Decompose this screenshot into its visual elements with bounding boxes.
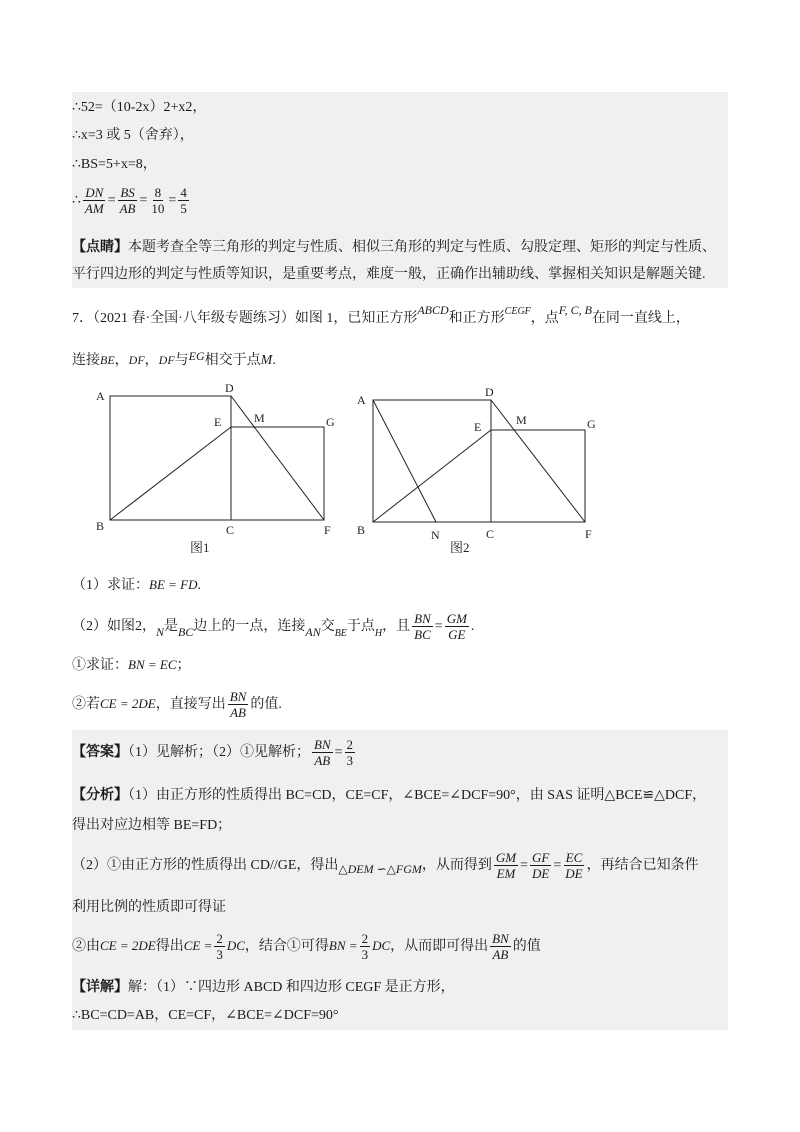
question-1 xyxy=(72,575,201,596)
segment-df-2 xyxy=(491,400,585,522)
eq-sign: = xyxy=(334,745,343,760)
seg-an: AN xyxy=(305,625,321,639)
text: ， xyxy=(114,353,129,368)
fraction-8-10: $\frac{8}{10}$ xyxy=(151,185,165,217)
problem-header-text: 7．（2021 春·全国·八年级专题练习）如图 1，已知正方形 xyxy=(72,311,418,326)
fraction-bn-ab: $\frac{BN}{AB}$ xyxy=(229,689,247,721)
fraction-gm-em: $\frac{GM}{EM}$ xyxy=(495,850,517,882)
fraction-2-3: $\frac{2}{3}$ xyxy=(361,931,369,963)
figure-2 xyxy=(373,400,585,522)
label-g: G xyxy=(326,415,335,429)
square-abcd: ABCD xyxy=(417,303,449,317)
math-bn-ec: BN = EC xyxy=(128,657,177,672)
fig2-caption: 图2 xyxy=(450,540,470,555)
point-n: N xyxy=(156,625,165,639)
text: ①求证： xyxy=(72,658,128,673)
question-2-1 xyxy=(72,655,191,676)
dianjing-line-2: 平行四边形的判定与性质等知识，是重要考点，难度一般，正确作出辅助线、掌握相关知识是解题关键. xyxy=(72,267,706,282)
eq-sign: = xyxy=(168,193,177,208)
analysis-line-3: （2）①由正方形的性质得出 CD//GE，得出△DEM ∽△FGM，从而得到 $\frac{GM}{EM}$ = $\frac{GF}{DE}$ = $\frac{EC}{DE}$ ，再结合已知条件 xyxy=(72,850,699,882)
top-line-4 xyxy=(72,184,191,218)
fraction-bn-ab: $\frac{BN}{AB}$ xyxy=(492,931,509,963)
text: . xyxy=(197,578,201,593)
text: 边上的一点，连接 xyxy=(193,619,306,634)
problem-line-2 xyxy=(72,350,276,371)
label-n: N xyxy=(431,528,440,542)
seg-be: BE xyxy=(334,628,347,639)
detail-line-2: ∴BC=CD=AB，CE=CF，∠BCE=∠DCF=90° xyxy=(72,1008,339,1023)
label-b-2: B xyxy=(357,523,366,537)
point-h: H xyxy=(374,628,383,639)
fraction-bn-ab: $\frac{BN}{AB}$ xyxy=(314,737,331,769)
segment-an xyxy=(373,400,436,522)
label-m-2: M xyxy=(516,413,527,427)
segment-be-2 xyxy=(373,430,491,522)
label-c: C xyxy=(226,523,235,537)
text: ②若 xyxy=(72,697,100,712)
text: ，从而得到 xyxy=(421,858,492,873)
eq-sign: = xyxy=(107,193,116,208)
label-c-2: C xyxy=(486,527,495,541)
label-f: F xyxy=(324,523,331,537)
dianjing-text-1: 本题考查全等三角形的判定与性质、相似三角形的判定与性质、勾股定理、矩形的判定与性质、 xyxy=(128,240,716,255)
text: 的值 xyxy=(512,939,541,954)
answer-label: 【答案】 xyxy=(72,745,128,760)
analysis-text: （1）由正方形的性质得出 BC=CD，CE=CF，∠BCE=∠DCF=90°，由 SAS 证明△BCE≌△DCF， xyxy=(128,788,707,803)
text: 的值. xyxy=(250,697,282,712)
square-cegf-shape-2 xyxy=(491,430,585,522)
segment-be xyxy=(110,427,231,520)
text: ，直接写出 xyxy=(155,697,226,712)
analysis-line-4: 利用比例的性质即可得证 xyxy=(72,900,226,915)
analysis-line-2: 得出对应边相等 BE=FD； xyxy=(72,818,232,833)
label-e: E xyxy=(214,415,222,429)
text: ，再结合已知条件 xyxy=(586,858,699,873)
label-g-2: G xyxy=(587,417,596,431)
text: （1）求证： xyxy=(72,578,149,593)
label-d-2: D xyxy=(485,385,494,399)
square-cegf: CEGF xyxy=(504,306,531,317)
fraction-dn-am: $\frac{DN}{AM}$ xyxy=(84,185,104,217)
seg-bc: BC xyxy=(178,625,194,639)
math-ce-2de: CE = 2DE xyxy=(100,696,156,711)
point-m: M xyxy=(260,353,273,368)
text: ②由 xyxy=(72,939,100,954)
segment-df xyxy=(231,396,324,520)
text: ， xyxy=(144,353,159,368)
text: 得出 xyxy=(155,939,184,954)
text: ，结合①可得 xyxy=(244,939,329,954)
math-dc: DC xyxy=(372,938,391,953)
label-d: D xyxy=(225,382,234,395)
label-m: M xyxy=(254,411,265,425)
fraction-gf-de: $\frac{GF}{DE}$ xyxy=(532,850,550,882)
top-line-2: ∴x=3 或 5（舍弃）， xyxy=(72,128,194,143)
fraction-4-5: $\frac{4}{5}$ xyxy=(180,185,187,217)
math-similar: △DEM ∽△FGM xyxy=(338,862,422,876)
math-bn: BN = xyxy=(328,938,358,953)
seg-df: DF xyxy=(128,353,145,367)
math-be-fd: BE = FD xyxy=(149,577,198,592)
top-line-1: ∴52=（10-2x）2+x2， xyxy=(72,100,207,115)
problem-header xyxy=(72,303,690,330)
fraction-bn-bc: $\frac{BN}{BC}$ xyxy=(414,611,431,643)
text: ，且 xyxy=(382,619,411,634)
label-f-2: F xyxy=(585,527,592,541)
answer-text: （1）见解析；（2）①见解析； xyxy=(128,745,310,760)
fraction-bs-ab: $\frac{BS}{AB}$ xyxy=(119,185,136,217)
text: . xyxy=(272,353,276,368)
text: ； xyxy=(176,658,191,673)
text: 于点 xyxy=(346,619,375,634)
points-fcb: F, C, B xyxy=(558,303,592,317)
seg-df: DF xyxy=(158,353,175,367)
problem-header-text: ，点 xyxy=(530,311,559,326)
therefore: ∴ xyxy=(72,193,81,208)
square-abcd-shape xyxy=(110,396,231,520)
detail-text: 解：（1）∵四边形 ABCD 和四边形 CEGF 是正方形， xyxy=(128,980,455,995)
text: 相交于点 xyxy=(204,353,261,368)
dianjing-line-1 xyxy=(72,238,716,258)
analysis-label: 【分析】 xyxy=(72,788,128,803)
text: ，从而即可得出 xyxy=(390,939,489,954)
fraction-ec-de: $\frac{EC}{DE}$ xyxy=(565,850,583,882)
analysis-line-5 xyxy=(72,926,541,967)
math-dc: DC xyxy=(226,938,245,953)
text: . xyxy=(470,619,475,634)
question-2: （2）如图2，N是BC边上的一点，连接AN交$_{BE}$于点$_H$，且 $\frac{BN}{BC}$ = $\frac{GM}{GE}$ . xyxy=(72,611,475,643)
text: （2）如图2， xyxy=(72,619,156,634)
fig1-caption: 图1 xyxy=(190,540,210,555)
square-cegf-shape xyxy=(231,427,324,520)
fraction-gm-ge: $\frac{GM}{GE}$ xyxy=(446,611,467,643)
seg-be: BE xyxy=(100,353,115,367)
text: 是 xyxy=(164,619,179,634)
detail-line-1 xyxy=(72,978,455,998)
fraction-2-3: $\frac{2}{3}$ xyxy=(346,737,354,769)
label-a: A xyxy=(96,389,105,403)
square-abcd-shape-2 xyxy=(373,400,491,522)
analysis-line-1 xyxy=(72,786,706,806)
problem-header-text: 在同一直线上， xyxy=(591,311,690,326)
math-ce: CE = xyxy=(183,938,213,953)
geometry-figures xyxy=(0,382,800,562)
problem-header-text: 和正方形 xyxy=(448,311,505,326)
dianjing-label: 【点睛】 xyxy=(72,240,128,255)
seg-eg: EG xyxy=(188,349,205,363)
eq-sign: = xyxy=(139,193,148,208)
math-ce-2de: CE = 2DE xyxy=(100,938,156,953)
fraction-2-3: $\frac{2}{3}$ xyxy=(216,931,223,963)
text: 与 xyxy=(174,353,189,368)
label-a-2: A xyxy=(357,393,366,407)
label-b: B xyxy=(96,519,105,533)
question-2-2 xyxy=(72,684,282,725)
text: （2）①由正方形的性质得出 CD//GE，得出 xyxy=(72,858,339,873)
text: 连接 xyxy=(72,353,100,368)
text: 交 xyxy=(320,619,335,634)
top-line-3: ∴BS=5+x=8， xyxy=(72,157,157,172)
detail-label: 【详解】 xyxy=(72,980,128,995)
answer-line xyxy=(72,734,357,772)
label-e-2: E xyxy=(474,420,482,434)
